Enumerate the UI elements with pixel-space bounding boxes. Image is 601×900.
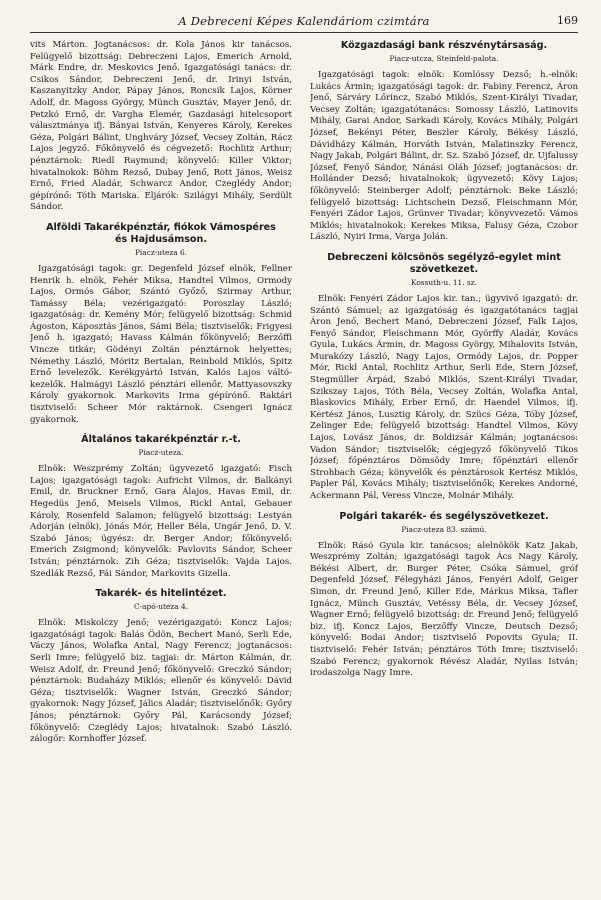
right-column	[310, 40, 578, 890]
section-address: Piacz-uteza 83. számú.	[401, 524, 487, 534]
section-subtitle: és Hajdusámson.	[114, 233, 207, 245]
left-column	[30, 40, 292, 890]
section-title: Debreczeni kölcsönös segélyző-egylet mint	[327, 251, 561, 263]
section-title: Közgazdasági bank részvénytársaság.	[340, 40, 548, 51]
continued-text: vits Márton. Jogtanácsos: dr. Kola János kir tanácsos. Felügyelő bizottság: Debreczeni Lajos, Emerich Arnold, Márk Endre, dr. Meskovics Jenő. Igazgatósági tanács: dr. Csikos Sándor, Debreczeni Jenő, dr. Irinyi István, Kaszanyitzky Andor, Pápay János, Roncsik Lajos, Körner Adolf, dr. Magoss György, Münch Gusztáv, Mayer Jenő, dr. Petzkó Ernő, dr. Vargha Elemér, Gazdasági hitelcsoport választmánya ifj. Bányai István, Kenyeres Károly, Kerekes Géza, Polgári Bálint, Unghváry József, Vecsey Zoltán, Rácz Lajos jegyző. Főkönyvelő és cégvezető: Rochlitz Arthur; pénztárnok: Riedl Raymund; könyvelő: Killer Viktor; hivatalnokok: Böhm Rezső, Dubay Jenő, Rott János, Weisz Ernő, Fried Aladár, Schwarcz Andor, Czeglédy Andor; gépírónő: Tóth Mariska. Eljárók: Szilágyi Mihály, Serdült Sándor.	[30, 40, 292, 213]
section-title: Általános takarékpénztár r.-t.	[81, 434, 241, 446]
section-title: Polgári takarék- és segélyszövetkezet.	[339, 510, 549, 522]
section-address: Kossuth-u. 11. sz.	[411, 277, 477, 287]
section-text: Elnök: Rásó Gyula kir. tanácsos; alelnökök Katz Jakab, Weszprémy Zoltán; igazgatósági tagok Ács Nagy Károly, Békési Albert, dr. Burger Péter, Csóka Sámuel, gróf Degenfeld József, Félegyházi János, Fenyéri Adolf, Geiger Simon, dr. Freund Jenő, Killer Ede, Márkus Miksa, Tafler Ignácz, Münch Gusztáv, Vetéssy Béla, dr. Vecsey József, Wagner Ernő; felügyelő bizottság: dr. Freund Jenő; felügyelő biz. ifj. Koncz Lajos, Berzőffy Vincze, Deutsch Dezső; könyvelő: Bodai Andor; tisztviselő Popovits Gyula; II. tisztviselő: Fehér István; pénztáros Tóth Imre; tisztviselő: Szabó Ferencz; gyakornok Révész Aladár, Nyilas István; irodaszolga Nagy Imre.	[310, 540, 578, 679]
section-address: Piacz-uteza 6.	[134, 247, 188, 257]
section-title: Takarék- és hitelintézet.	[95, 588, 227, 600]
section-kozgazdasagi	[310, 40, 578, 244]
page-number: 169	[557, 14, 578, 27]
running-title: A Debreceni Képes Kalendáriom czimtára	[178, 14, 430, 28]
section-text: Elnök: Weszprémy Zoltán; ügyvezető igazgató: Fisch Lajos; igazgatósági tagok: Aufricht Vilmos, dr. Balkányi Emil, dr. Bruckner Ernő, Gara Álajos, Havas Emil, dr. Hegedüs Jenő, Meisels Vilmos, Rickl Antal, Gebauer Károly, Rosenfeld Salamon; felügyelő bizottság: Lestyán Adorján (elnök), Jónás Mór, Heller Béla, Ungár Jenő, D. V. Szabó János; ügyész: dr. Berger Andor; főkönyvelő: Emerich Zsigmond; könyvelők: Pavlovits Sándor, Scheer István; pénztárnok: Zih Géza; tisztviselők: Vajda Lajos. Szedlák Rezső, Fái Sándor, Markovits Gizella.	[30, 464, 292, 579]
section-subtitle: szövetkezet.	[409, 263, 479, 275]
section-address: C-apó-uteza 4.	[133, 602, 189, 612]
section-text: Igazgatósági tagok: elnök: Komlóssy Dezső; h.-elnök: Lukács Ármin; igazgatósági tagok: dr. Fabiny Ferencz, Áron Jenő, Sárváry Lőrincz, Szabó Miklós, Szent-Királyi Tivadar, Vecsey Zoltán; igazgatótanács: Somossy László, Latinovits Mihály, Garai Andor, Sarkadi Károly, Kovács Mihály, Polgári József, Bekényi Péter, Beszler Károly, Békésy László, Dávidházy Kálmán, Horváth István, Malatinszky Ferencz, Nagy Jakab, Polgári Bálint, dr. Sz. Szabó József, dr. Ujfalussy József, Fenyő Sándor, Nánási Oláh József; jogtanácsos: dr. Hollánder Dezső; hivatalnokok; ügyvezető: Kövy Lajos; főkönyvelő: Steinberger Adolf; pénztárnok: Beke László; felügyelő bizottság: Lichtschein Dezső, Fleischmann Mór, Fenyéri Zádor Lajos, Grünver Tivadar; könyvvezető: Vámos Miklós; hivatalnokok: Kerekes Miksa, Falusy Géza, Czobor László, Nyiri Irma, Varga Jolán.	[310, 70, 578, 243]
section-alfoldi	[30, 222, 292, 426]
section-address: Piacz-utcza, Steinfeld-palota.	[389, 54, 499, 63]
page-header	[30, 14, 578, 33]
section-text: Elnök: Fenyéri Zádor Lajos kir. tan.; ügyvivő igazgató: dr. Szántó Sámuel; az igazgatóság és igazgatótanács tagjai Áron Jenő, Bechert Manó, Debreczeni József, Falk Lajos, Fenyő Sándor, Fleischmann Mór, Györffy Aladár, Kovács Gyula, Lukács Ármin, dr. Magoss György, Mihalovits István, Murakózy László, Nagy Lajos, Ormódy Lajos, dr. Popper Mór, Rickl Antal, Rochlitz Arthur, Serli Ede, Stern József, Stegmüller Árpád, Szabó Miklós, Szent-Királyi Tivadar, Szikszay Lajos, Tóth Béla, Vecsey Zoltán, Wolafka Antal, Blaskovics Mihály, Erber Ernő, dr. Haendel Vilmos, ifj. Kertész János, Lusztig Károly, dr. Szücs Géza, Tóby József, Zelinger Ede; felügyelő bizottság: Handtel Vilmos, Kövy Lajos, Lovász János, dr. Boldizsár Kálmán; jogtanácsos: Vadon Sándor; tisztviselők; cégjegyző főkönyvelő Tikos József; főpénztáros Dömsödy Imre; főpénztári ellenőr Strohbach Géza; könyvelők és pénztárosok Kertész Miklós, Papler Pál, Kovács Mihály; tisztviselőnők; Kerekes Andorné, Ackermann Pál, Veress Vincze, Molnár Mihály.	[310, 293, 578, 501]
section-title: Alföldi Takarékpénztár, fiókok Vámospéres	[46, 221, 276, 233]
section-altalanos	[30, 434, 292, 580]
section-takarek-hitel	[30, 588, 292, 746]
section-address: Piacz-uteza.	[138, 448, 184, 458]
section-text: Igazgatósági tagok: gr. Degenfeld József elnök, Fellner Henrik h. elnök, Fehér Miksa, Handtel Vilmos, Ormody Lajos, Ormós Gábor, Szántó Győző, Szirmay Arthur, Tamássy Béla; vezérigazgató: Poroszlay László; igazgatóság: dr. Kemény Mór; felügyelő bizottság: Schmid Ágoston, Káposztás János, Sámi Béla; tisztviselők: Frigyesi Jenő h. igazgató; Havass Kálmán főkönyvelő; Berzőffi Vincze titkár; Gödényi Zoltán pénztárnok helyettes; Némethy László, Móritz Bertalan, Reinbold Miklós, Spitz Ernő levelezők. Kerékgyártó István, Kalós Lajos váltó-kezelők. Halmágyi László pénztári ellenőr. Mattyasovszky Károly gyakornok. Markovits Irma gépírónő. Raktári tisztviselő: Scheer Mór raktárnok. Csengeri Ignácz gyakornok.	[30, 263, 292, 425]
section-kolcsonos	[310, 252, 578, 503]
section-polgari	[310, 511, 578, 680]
section-text: Elnök: Miskolczy Jenő; vezérigazgató: Koncz Lajos; igazgatósági tagok: Balás Ödön, Bechert Manó, Serli Ede, Váczy János, Wolafka Antal, Nagy Ferencz; jogtanácsos: Serli Imre; felügyelő biz. tagjai: dr. Márton Kálmán, dr. Weisz Adolf, dr. Freund Jenő; főkönyvelő: Greczkó Sándor; pénztárnok: Budaházy Miklós; ellenőr és könyvelő: Dávid Géza; tisztviselők: Wagner István, Greczkó Sándor; gyakornok: Nagy József, Jálics Aladár; tisztviselőnők: Győry János; pénztárnok: Győry Pál, Karácsondy József; főkönyvelő: Czeglédy Lajos; hivatalnok: Szabó László. zálogőr: Kornhoffer József.	[30, 618, 292, 745]
